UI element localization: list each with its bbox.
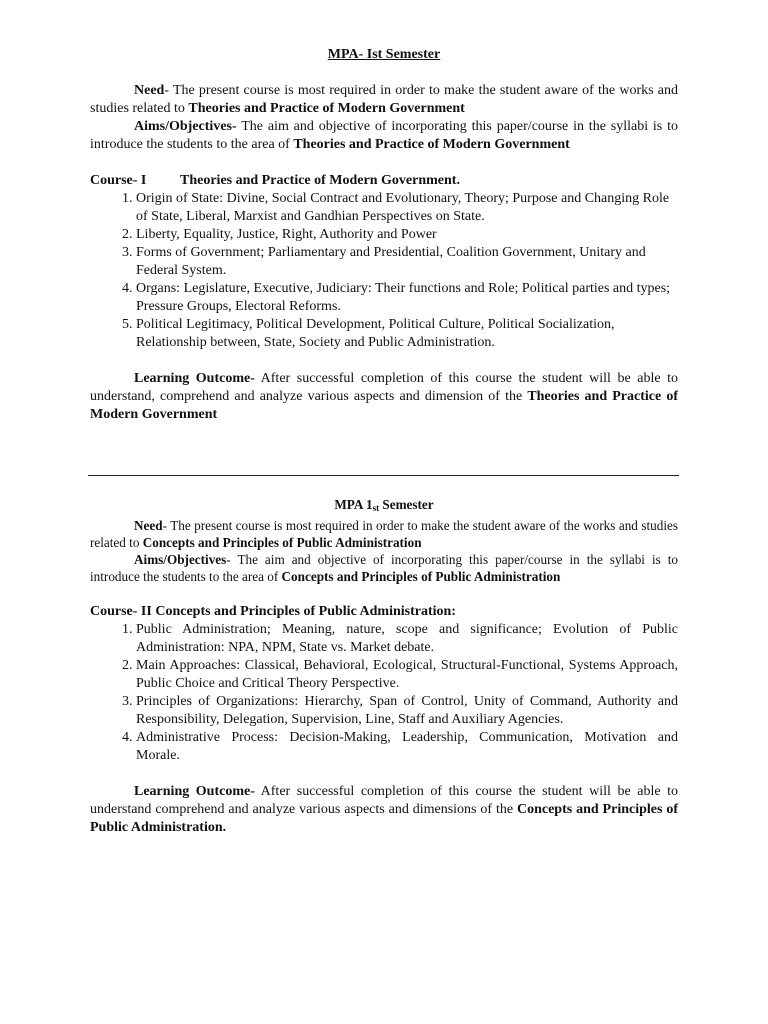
course-1-number: Course- I [90, 173, 147, 188]
list-item: 3. Principles of Organizations: Hierarchy, Span of Control, Unity of Command, Authority and Responsibility, Delegation, Supervision, Line, Staff and Auxiliary Agencies. [136, 693, 678, 729]
course-2-heading [90, 603, 678, 621]
list-item: 1. Origin of State: Divine, Social Contract and Evolutionary, Theory; Purpose and Changing Role of State, Liberal, Marxist and Gandhian Perspectives on State. [136, 190, 678, 226]
aims-text: - The aim and objective of incorporating this paper/course in the syllabi is to introduce the students to the area of [90, 552, 678, 584]
course-1-title: Theories and Practice of Modern Government. [180, 173, 460, 188]
section-divider [88, 475, 679, 476]
aims-text: The aim and objective of incorporating this paper/course in the syllabi is to introduce the students to the area of [90, 119, 678, 152]
need-text: - The present course is most required in order to make the student aware of the works and studies related to [90, 518, 678, 550]
section-2-title: MPA $1_{st}$ Semester [334, 497, 434, 513]
aims-bold: Theories and Practice of Modern Government [293, 137, 570, 152]
section-1-title: MPA- Ist Semester [327, 47, 441, 62]
list-item: 4. Organs: Legislature, Executive, Judiciary: Their functions and Role; Political parties and types; Pressure Groups, Electoral Reforms. [136, 280, 678, 316]
course-2-title: Course- II Concepts and Principles of Public Administration: [90, 604, 456, 619]
list-item: 4. Administrative Process: Decision-Making, Leadership, Communication, Motivation and Morale. [136, 729, 678, 765]
aims-paragraph-1 [90, 118, 678, 154]
course-1-heading [90, 172, 678, 190]
need-paragraph-2 [90, 517, 678, 551]
need-text: - The present course is most required in order to make the student aware of the works and studies related to [90, 83, 678, 116]
list-item: 1. Public Administration; Meaning, nature, scope and significance; Evolution of Public Administration: NPA, NPM, State vs. Market debate. [136, 621, 678, 657]
aims-label: Aims/Objectives- [134, 119, 237, 134]
need-label: Need [134, 518, 163, 533]
need-paragraph-1 [90, 82, 678, 118]
course-1-list [90, 190, 678, 352]
aims-label: Aims/Objectives [134, 552, 227, 567]
outcome-label: Learning Outcome- [134, 371, 255, 386]
list-item: 2. Main Approaches: Classical, Behavioral, Ecological, Structural-Functional, Systems Approach, Public Choice and Critical Theory Perspective. [136, 657, 678, 693]
outcome-bold: Concepts and Principles of Public Administration. [90, 802, 679, 835]
outcome-text: After successful completion of this course the student will be able to understand comprehend and analyze various aspects and dimensions of the [90, 784, 678, 817]
section-2 [90, 496, 678, 837]
need-bold: Concepts and Principles of Public Administration [142, 535, 422, 550]
need-label: Need [134, 83, 165, 98]
course-2-list [90, 621, 678, 765]
aims-bold: Concepts and Principles of Public Administration [281, 569, 561, 584]
aims-paragraph-2 [90, 551, 678, 585]
outcome-text: After successful completion of this course the student will be able to understand, comprehend and analyze various aspects and dimension of the [90, 371, 678, 404]
list-item: 3. Forms of Government; Parliamentary and Presidential, Coalition Government, Unitary and Federal System. [136, 244, 678, 280]
section-1 [90, 46, 678, 424]
outcome-paragraph-2 [90, 783, 678, 837]
list-item: 2. Liberty, Equality, Justice, Right, Authority and Power [136, 226, 678, 244]
list-item: 5. Political Legitimacy, Political Development, Political Culture, Political Socialization, Relationship between, State, Society and Public Administration. [136, 316, 678, 352]
outcome-bold: Theories and Practice of Modern Government [90, 389, 678, 422]
outcome-paragraph-1 [90, 370, 678, 424]
need-bold: Theories and Practice of Modern Government [188, 101, 465, 116]
outcome-label: Learning Outcome- [134, 784, 255, 799]
